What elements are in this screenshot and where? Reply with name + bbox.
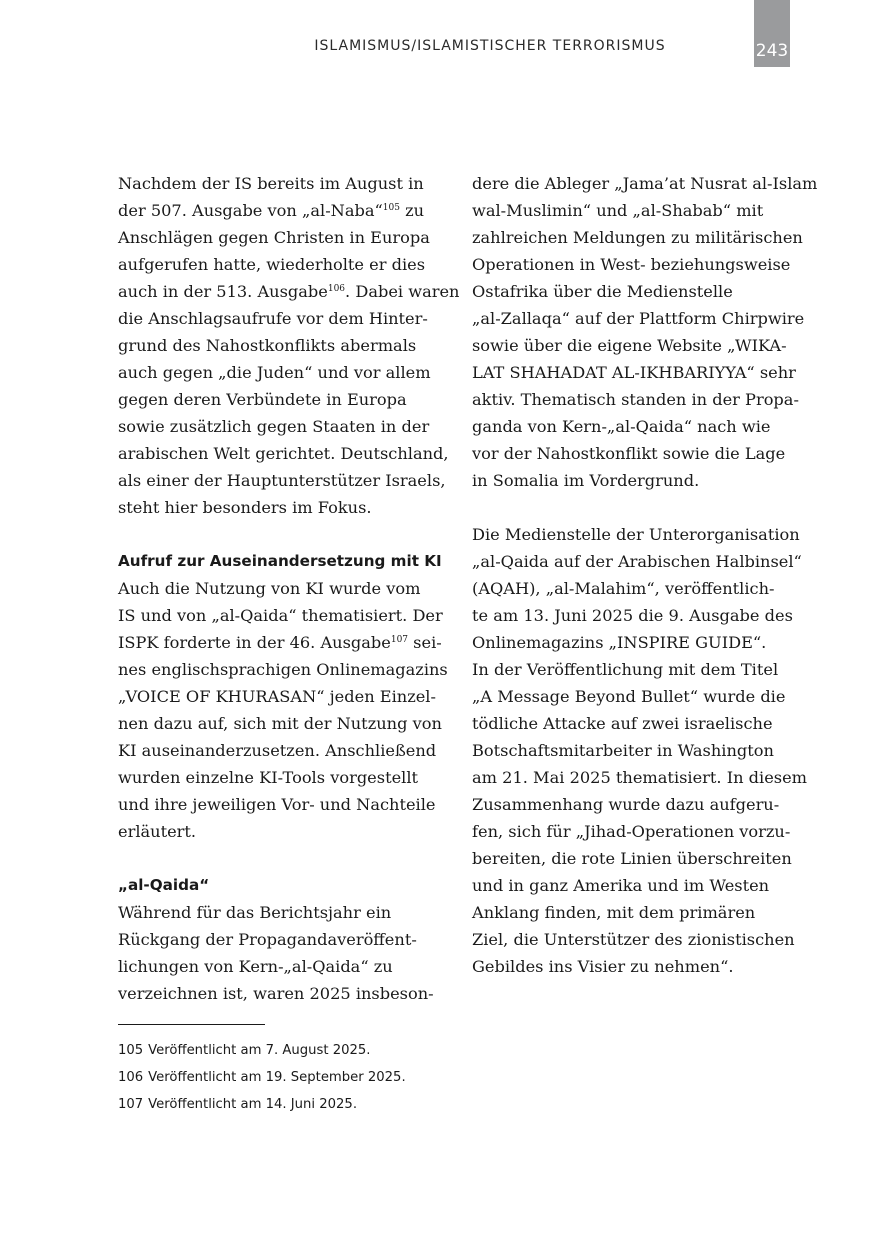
text-line: te am 13. Juni 2025 die 9. Ausgabe des <box>472 606 793 625</box>
text-line: nen dazu auf, sich mit der Nutzung von <box>118 714 442 733</box>
paragraph-gap <box>472 494 792 521</box>
text-line: als einer der Hauptunterstützer Israels, <box>118 471 446 490</box>
footnote-divider <box>118 1024 265 1025</box>
text-line: Rückgang der Propagandaveröffent- <box>118 930 417 949</box>
text-line: erläutert. <box>118 822 197 841</box>
footnotes <box>118 1037 448 1118</box>
text-line: nes englischsprachigen Onlinemagazins <box>118 660 448 679</box>
text-line: tödliche Attacke auf zwei israelische <box>472 714 773 733</box>
text-line: und ihre jeweiligen Vor- und Nachteile <box>118 795 436 814</box>
text-line: sowie über die eigene Website „WIKA- <box>472 336 787 355</box>
footnote-105: 105 Veröffentlicht am 7. August 2025. <box>118 1043 371 1058</box>
page-number-tab <box>754 0 790 67</box>
text-line: IS und von „al-Qaida“ thematisiert. Der <box>118 606 443 625</box>
text-line: Anklang finden, mit dem primären <box>472 903 756 922</box>
footnote-106: 106 Veröffentlicht am 19. September 2025. <box>118 1070 406 1085</box>
text-line: Während für das Berichtsjahr ein <box>118 903 392 922</box>
text-line: Ziel, die Unterstützer des zionistischen <box>472 930 795 949</box>
footnote-107: 107 Veröffentlicht am 14. Juni 2025. <box>118 1097 358 1112</box>
text-line: sowie zusätzlich gegen Staaten in der <box>118 417 430 436</box>
text-line: „A Message Beyond Bullet“ wurde die <box>472 687 786 706</box>
text-line: „al-Qaida auf der Arabischen Halbinsel“ <box>472 552 802 571</box>
text-line: (AQAH), „al-Malahim“, veröffentlich- <box>472 579 775 598</box>
footnote-ref-106: 106 <box>327 284 346 294</box>
text-line: zahlreichen Meldungen zu militärischen <box>472 228 803 247</box>
running-title: ISLAMISMUS/ISLAMISTISCHER TERRORISMUS <box>314 38 666 54</box>
text-line: auch gegen „die Juden“ und vor allem <box>118 363 431 382</box>
text-line: „VOICE OF KHURASAN“ jeden Einzel- <box>118 687 436 706</box>
page-number: 243 <box>755 41 789 61</box>
text-line: ISPK forderte in der 46. Ausgabe$^{107}$ sei- <box>118 633 442 652</box>
text-line: ganda von Kern-„al-Qaida“ nach wie <box>472 417 771 436</box>
text-line: dere die Ableger „Jama’at Nusrat al-Islam <box>472 174 818 193</box>
footnote-ref-107: 107 <box>390 635 409 645</box>
text-line: steht hier besonders im Fokus. <box>118 498 372 517</box>
text-line: am 21. Mai 2025 thematisiert. In diesem <box>472 768 808 787</box>
text-line: vor der Nahostkonflikt sowie die Lage <box>472 444 786 463</box>
footnote-ref-105: 105 <box>382 203 400 213</box>
text-line: aufgerufen hatte, wiederholte er dies <box>118 255 426 274</box>
text-line: Die Medienstelle der Unterorganisation <box>472 525 800 544</box>
text-line: Auch die Nutzung von KI wurde vom <box>118 579 421 598</box>
text-line: Zusammenhang wurde dazu aufgeru- <box>472 795 780 814</box>
text-line: auch in der 513. Ausgabe$^{106}$. Dabei waren <box>118 282 460 301</box>
text-line: In der Veröffentlichung mit dem Titel <box>472 660 779 679</box>
text-line: wal-Muslimin“ und „al-Shabab“ mit <box>472 201 764 220</box>
text-line: Gebildes ins Visier zu nehmen“. <box>472 957 734 976</box>
text-line: die Anschlagsaufrufe vor dem Hinter- <box>118 309 428 328</box>
text-line: LAT SHAHADAT AL-IKHBARIYYA“ sehr <box>472 363 796 382</box>
text-line: bereiten, die rote Linien überschreiten <box>472 849 792 868</box>
text-line: KI auseinanderzusetzen. Anschließend <box>118 741 437 760</box>
text-line: „al-Zallaqa“ auf der Plattform Chirpwire <box>472 309 805 328</box>
text-line: gegen deren Verbündete in Europa <box>118 390 407 409</box>
section-heading-al-qaida: „al-Qaida“ <box>118 876 210 894</box>
section-heading-ki: Aufruf zur Auseinandersetzung mit KI <box>118 552 442 570</box>
text-line: grund des Nahostkonflikts abermals <box>118 336 417 355</box>
left-column <box>118 170 460 1007</box>
text-line: Operationen in West- beziehungsweise <box>472 255 791 274</box>
text-line: arabischen Welt gerichtet. Deutschland, <box>118 444 449 463</box>
text-line: verzeichnen ist, waren 2025 insbeson- <box>118 984 434 1003</box>
text-line: der 507. Ausgabe von „al-Naba“$^{105}$ zu <box>118 201 425 220</box>
text-line: in Somalia im Vordergrund. <box>472 471 700 490</box>
paragraph-gap <box>118 845 442 872</box>
text-line: Botschaftsmitarbeiter in Washington <box>472 741 774 760</box>
text-line: fen, sich für „Jihad-Operationen vorzu- <box>472 822 791 841</box>
text-line: aktiv. Thematisch standen in der Propa- <box>472 390 799 409</box>
text-line: und in ganz Amerika und im Westen <box>472 876 770 895</box>
text-line: lichungen von Kern-„al-Qaida“ zu <box>118 957 393 976</box>
text-line: Onlinemagazins „INSPIRE GUIDE“. <box>472 633 767 652</box>
text-line: Anschlägen gegen Christen in Europa <box>118 228 430 247</box>
paragraph-gap <box>118 521 442 548</box>
text-line: Ostafrika über die Medienstelle <box>472 282 733 301</box>
right-column <box>472 170 818 980</box>
text-line: wurden einzelne KI-Tools vorgestellt <box>118 768 419 787</box>
text-line: Nachdem der IS bereits im August in <box>118 174 424 193</box>
